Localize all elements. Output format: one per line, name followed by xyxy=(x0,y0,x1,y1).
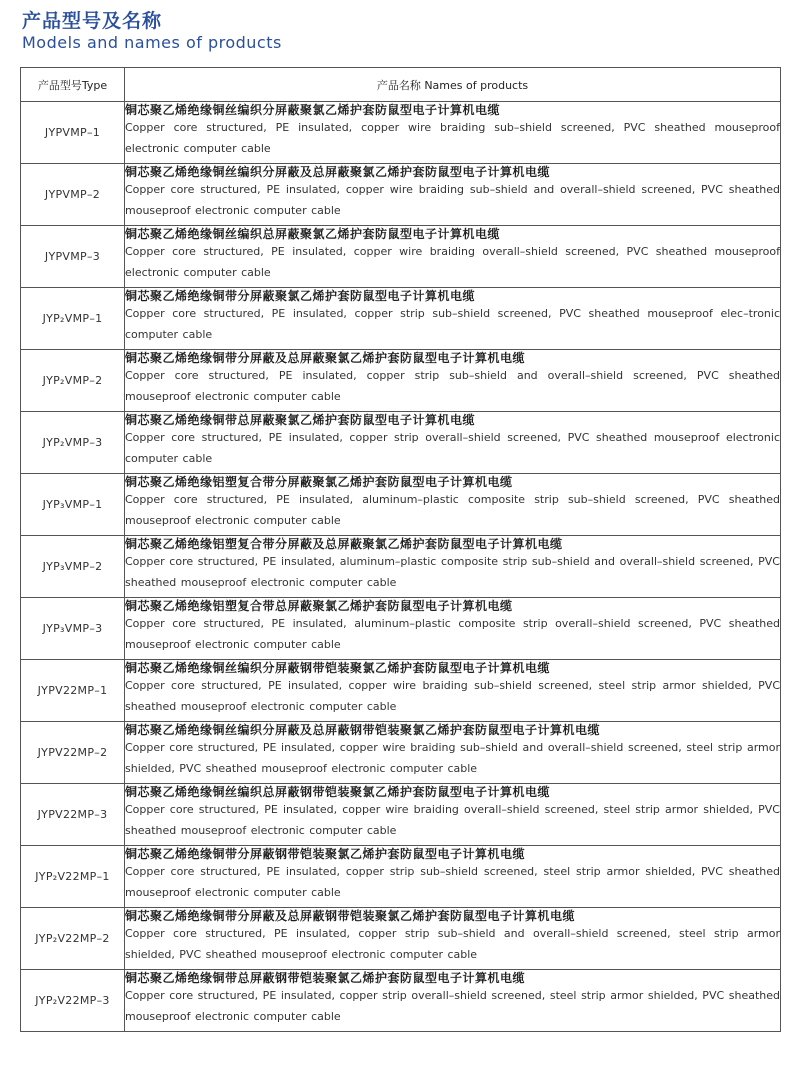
model-code-cell: JYP₂VMP–2 xyxy=(21,350,125,412)
product-name-chinese: 铜芯聚乙烯绝缘铜带分屏蔽及总屏蔽钢带铠装聚氯乙烯护套防鼠型电子计算机电缆 xyxy=(125,909,576,923)
product-name-english: Copper core structured, PE insulated, copper wire braiding sub–shield and overall–shield screened, steel strip armor shielded, PVC sheathed mouseproof electronic computer cable xyxy=(125,741,780,775)
table-body xyxy=(21,102,781,1032)
product-name-cell xyxy=(125,164,781,226)
model-code-cell: JYPVMP–2 xyxy=(21,164,125,226)
table-row xyxy=(21,660,781,722)
product-name-cell xyxy=(125,784,781,846)
product-name-cell xyxy=(125,102,781,164)
product-name-chinese: 铜芯聚乙烯绝缘铜带分屏蔽钢带铠装聚氯乙烯护套防鼠型电子计算机电缆 xyxy=(125,847,526,861)
model-code-cell: JYP₃VMP–3 xyxy=(21,598,125,660)
model-code-cell: JYPVMP–3 xyxy=(21,226,125,288)
product-name-chinese: 铜芯聚乙烯绝缘铜带总屏蔽聚氯乙烯护套防鼠型电子计算机电缆 xyxy=(125,413,476,427)
product-name-cell xyxy=(125,288,781,350)
product-name-chinese: 铜芯聚乙烯绝缘铜丝编织分屏蔽及总屏蔽钢带铠装聚氯乙烯护套防鼠型电子计算机电缆 xyxy=(125,723,601,737)
model-code-cell: JYP₂V22MP–2 xyxy=(21,908,125,970)
table-row xyxy=(21,908,781,970)
table-row xyxy=(21,598,781,660)
table-row xyxy=(21,784,781,846)
product-name-english: Copper core structured, PE insulated, aluminum–plastic composite strip overall–shield screened, PVC sheathed mouseproof electronic computer cable xyxy=(125,617,780,651)
product-name-chinese: 铜芯聚乙烯绝缘铜带分屏蔽聚氯乙烯护套防鼠型电子计算机电缆 xyxy=(125,289,476,303)
table-row xyxy=(21,350,781,412)
page-title-english: Models and names of products xyxy=(22,33,282,52)
product-name-english: Copper core structured, PE insulated, copper strip sub–shield and overall–shield screened, steel strip armor shielded, PVC sheathed mouseproof electronic computer cable xyxy=(125,927,780,961)
model-code-cell: JYPV22MP–2 xyxy=(21,722,125,784)
models-table xyxy=(20,67,781,1032)
table-row xyxy=(21,474,781,536)
table-row xyxy=(21,722,781,784)
product-name-cell xyxy=(125,536,781,598)
product-name-english: Copper core structured, PE insulated, copper strip sub–shield and overall–shield screened, PVC sheathed mouseproof electronic computer cable xyxy=(125,369,780,403)
page-title-chinese: 产品型号及名称 xyxy=(22,10,163,32)
product-name-cell xyxy=(125,846,781,908)
product-name-cell xyxy=(125,474,781,536)
product-name-cell xyxy=(125,350,781,412)
product-name-cell xyxy=(125,598,781,660)
model-code-cell: JYP₂VMP–3 xyxy=(21,412,125,474)
product-name-cell xyxy=(125,660,781,722)
product-name-english: Copper core structured, PE insulated, aluminum–plastic composite strip sub–shield and overall–shield screened, PVC sheathed mouseproof electronic computer cable xyxy=(125,555,780,589)
product-name-english: Copper core structured, PE insulated, copper wire braiding sub–shield screened, PVC sheathed mouseproof electronic computer cable xyxy=(125,121,780,155)
table-row xyxy=(21,102,781,164)
product-name-cell xyxy=(125,226,781,288)
model-code-cell: JYP₂VMP–1 xyxy=(21,288,125,350)
table-row xyxy=(21,226,781,288)
model-code-cell: JYPVMP–1 xyxy=(21,102,125,164)
model-code-cell: JYP₃VMP–2 xyxy=(21,536,125,598)
product-name-english: Copper core structured, PE insulated, aluminum–plastic composite strip sub–shield screened, PVC sheathed mouseproof electronic computer cable xyxy=(125,493,780,527)
product-name-chinese: 铜芯聚乙烯绝缘铜丝编织分屏蔽及总屏蔽聚氯乙烯护套防鼠型电子计算机电缆 xyxy=(125,165,551,179)
product-name-english: Copper core structured, PE insulated, copper wire braiding sub–shield and overall–shield screened, PVC sheathed mouseproof electronic computer cable xyxy=(125,183,780,217)
product-name-cell xyxy=(125,412,781,474)
table-header-row xyxy=(21,68,781,102)
product-name-chinese: 铜芯聚乙烯绝缘铜丝编织分屏蔽钢带铠装聚氯乙烯护套防鼠型电子计算机电缆 xyxy=(125,661,551,675)
header-model-type: 产品型号Type xyxy=(21,68,125,102)
product-name-english: Copper core structured, PE insulated, copper strip sub–shield screened, steel strip armor shielded, PVC sheathed mouseproof electronic computer cable xyxy=(125,865,780,899)
table-row xyxy=(21,164,781,226)
model-code-cell: JYPV22MP–1 xyxy=(21,660,125,722)
product-name-chinese: 铜芯聚乙烯绝缘铜带总屏蔽钢带铠装聚氯乙烯护套防鼠型电子计算机电缆 xyxy=(125,971,526,985)
product-name-chinese: 铜芯聚乙烯绝缘铜带分屏蔽及总屏蔽聚氯乙烯护套防鼠型电子计算机电缆 xyxy=(125,351,526,365)
model-code-cell: JYPV22MP–3 xyxy=(21,784,125,846)
product-name-cell xyxy=(125,722,781,784)
product-name-english: Copper core structured, PE insulated, copper strip overall–shield screened, PVC sheathed mouseproof electronic computer cable xyxy=(125,431,780,465)
table-row xyxy=(21,412,781,474)
product-name-chinese: 铜芯聚乙烯绝缘铜丝编织分屏蔽聚氯乙烯护套防鼠型电子计算机电缆 xyxy=(125,103,501,117)
table-row xyxy=(21,536,781,598)
product-name-english: Copper core structured, PE insulated, copper strip sub–shield screened, PVC sheathed mouseproof elec–tronic computer cable xyxy=(125,307,780,341)
product-name-chinese: 铜芯聚乙烯绝缘铜丝编织总屏蔽钢带铠装聚氯乙烯护套防鼠型电子计算机电缆 xyxy=(125,785,551,799)
table-row xyxy=(21,970,781,1032)
header-product-name: 产品名称 Names of products xyxy=(125,68,781,102)
model-code-cell: JYP₃VMP–1 xyxy=(21,474,125,536)
product-name-chinese: 铜芯聚乙烯绝缘铜丝编织总屏蔽聚氯乙烯护套防鼠型电子计算机电缆 xyxy=(125,227,501,241)
table-row xyxy=(21,846,781,908)
product-name-chinese: 铜芯聚乙烯绝缘铝塑复合带分屏蔽及总屏蔽聚氯乙烯护套防鼠型电子计算机电缆 xyxy=(125,537,563,551)
product-name-chinese: 铜芯聚乙烯绝缘铝塑复合带总屏蔽聚氯乙烯护套防鼠型电子计算机电缆 xyxy=(125,599,513,613)
product-name-chinese: 铜芯聚乙烯绝缘铝塑复合带分屏蔽聚氯乙烯护套防鼠型电子计算机电缆 xyxy=(125,475,513,489)
table-row xyxy=(21,288,781,350)
product-name-english: Copper core structured, PE insulated, copper wire braiding overall–shield screened, PVC sheathed mouseproof electronic computer cable xyxy=(125,245,780,279)
product-name-cell xyxy=(125,970,781,1032)
product-name-english: Copper core structured, PE insulated, copper strip overall–shield screened, steel strip armor shielded, PVC sheathed mouseproof electronic computer cable xyxy=(125,989,780,1023)
product-name-english: Copper core structured, PE insulated, copper wire braiding sub–shield screened, steel strip armor shielded, PVC sheathed mouseproof electronic computer cable xyxy=(125,679,780,713)
product-name-cell xyxy=(125,908,781,970)
model-code-cell: JYP₂V22MP–1 xyxy=(21,846,125,908)
model-code-cell: JYP₂V22MP–3 xyxy=(21,970,125,1032)
product-name-english: Copper core structured, PE insulated, copper wire braiding overall–shield screened, steel strip armor shielded, PVC sheathed mouseproof electronic computer cable xyxy=(125,803,780,837)
